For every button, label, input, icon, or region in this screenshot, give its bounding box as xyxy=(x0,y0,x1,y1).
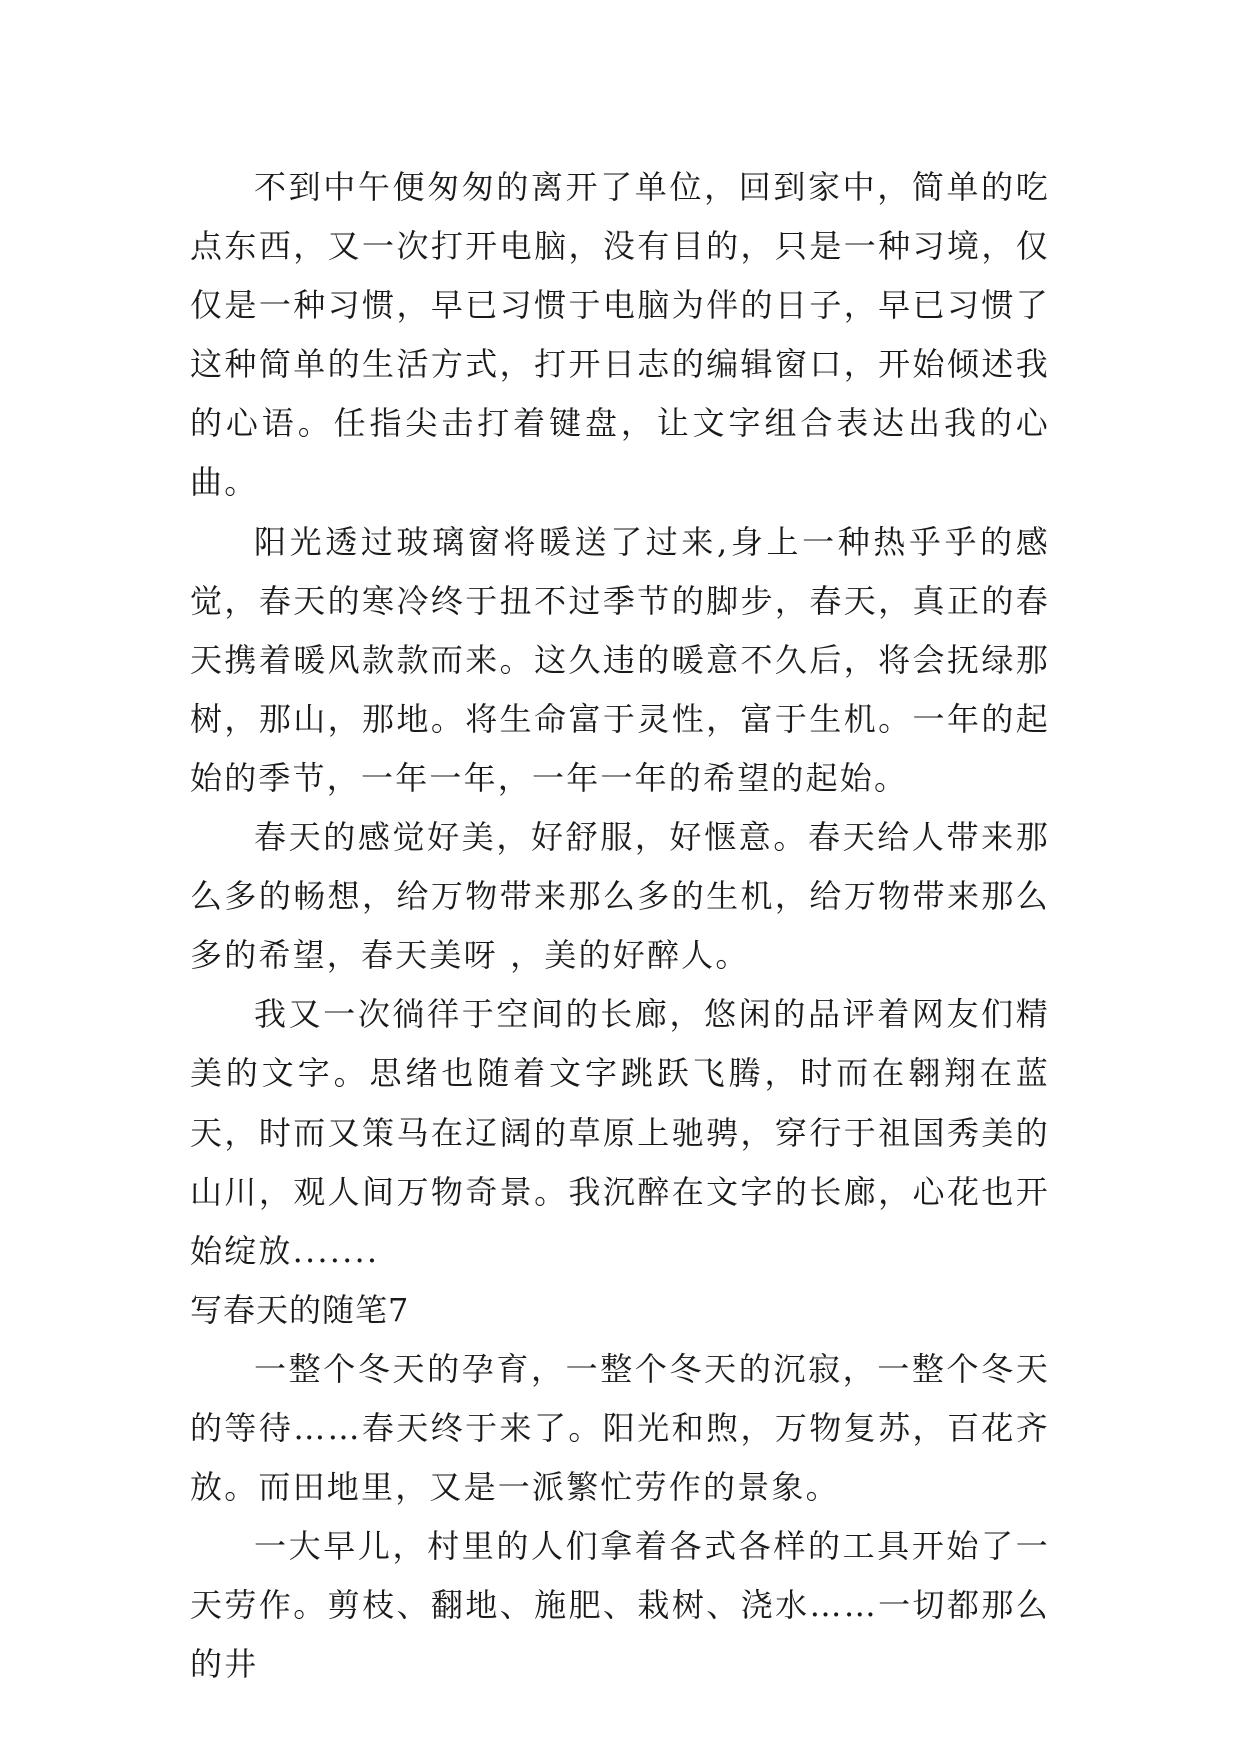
section-heading: 写春天的随笔7 xyxy=(190,1290,410,1329)
paragraph-5: 一整个冬天的孕育，一整个冬天的沉寂，一整个冬天的等待……春天终于来了。阳光和煦，万物复苏，百花齐放。而田地里，又是一派繁忙劳作的景象。 xyxy=(190,1349,1050,1507)
document-body xyxy=(190,158,1050,1694)
paragraph-3: 春天的感觉好美，好舒服，好惬意。春天给人带来那么多的畅想，给万物带来那么多的生机，给万物带来那么多的希望，春天美呀 ，美的好醉人。 xyxy=(190,818,1050,975)
paragraph-2: 阳光透过玻璃窗将暖送了过来,身上一种热乎乎的感觉，春天的寒冷终于扭不过季节的脚步，春天，真正的春天携着暖风款款而来。这久违的暖意不久后，将会抚绿那树，那山，那地。将生命富于灵性，富于生机。一年的起始的季节，一年一年，一年一年的希望的起始。 xyxy=(190,522,1050,797)
paragraph-6: 一大早儿，村里的人们拿着各式各样的工具开始了一天劳作。剪枝、翻地、施肥、栽树、浇水……一切都那么的井 xyxy=(190,1527,1050,1684)
paragraph-1: 不到中午便匆匆的离开了单位，回到家中，简单的吃点东西，又一次打开电脑，没有目的，只是一种习境，仅仅是一种习惯，早已习惯于电脑为伴的日子，早已习惯了这种简单的生活方式，打开日志的编辑窗口，开始倾述我的心语。任指尖击打着键盘，让文字组合表达出我的心曲。 xyxy=(190,168,1050,502)
paragraph-4: 我又一次徜徉于空间的长廊，悠闲的品评着网友们精美的文字。思绪也随着文字跳跃飞腾，时而在翱翔在蓝天，时而又策马在辽阔的草原上驰骋，穿行于祖国秀美的山川，观人间万物奇景。我沉醉在文字的长廊，心花也开始绽放....... xyxy=(190,995,1050,1270)
